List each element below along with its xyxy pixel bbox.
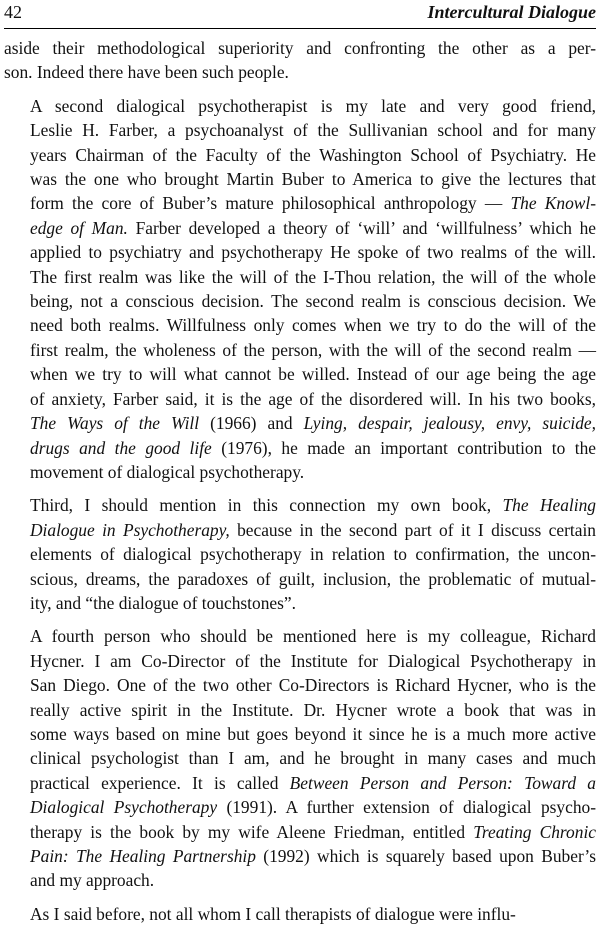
text-run: elements of dialogical psychotherapy in relation to confirmation, the uncon- xyxy=(30,544,596,565)
text-line xyxy=(4,60,596,84)
text-line xyxy=(4,118,596,142)
body-text xyxy=(4,36,596,935)
text-line xyxy=(4,411,596,435)
text-line xyxy=(4,265,596,289)
text-line xyxy=(4,94,596,118)
italic-title: Dialogue in Psychotherapy, xyxy=(30,519,230,540)
text-run: ity, and “the dialogue of touchstones”. xyxy=(30,592,296,613)
italic-title: Between Person and Person: Toward a xyxy=(289,772,596,793)
text-run: son. Indeed there have been such people. xyxy=(4,62,289,83)
text-line xyxy=(4,902,596,926)
italic-title: Dialogical Psychotherapy xyxy=(30,797,218,818)
text-line xyxy=(4,313,596,337)
italic-title: The Healing xyxy=(502,495,596,516)
text-run: Farber developed a theory of ‘will’ and ‘willfulness’ which he xyxy=(127,217,596,238)
text-line xyxy=(4,289,596,313)
text-line xyxy=(4,868,596,892)
text-run: and my approach. xyxy=(30,870,155,891)
italic-title: Treating Chronic xyxy=(473,821,596,842)
text-line xyxy=(4,436,596,460)
text-line xyxy=(4,624,596,648)
text-run: A fourth person who should be mentioned here is my colleague, Richard xyxy=(30,626,596,647)
text-line xyxy=(4,518,596,542)
text-run: some ways based on mine but goes beyond it since he is a much more active xyxy=(30,723,596,744)
text-run: The first realm was like the will of the I-Thou relation, the will of the whole xyxy=(30,266,596,287)
text-run: being, not a conscious decision. The second realm is conscious decision. We xyxy=(30,291,596,312)
text-run: Third, I should mention in this connection my own book, xyxy=(30,495,503,516)
text-run: aside their methodological superiority and confronting the other as a per- xyxy=(4,38,596,58)
text-run: was the one who brought Martin Buber to America to give the lectures that xyxy=(30,169,596,190)
italic-title: Lying, despair, jealousy, envy, suicide, xyxy=(303,413,596,434)
text-run: form the core of Buber’s mature philosophical anthropology — xyxy=(30,193,511,214)
italic-title: edge of Man. xyxy=(30,217,128,238)
text-line xyxy=(4,746,596,770)
text-line xyxy=(4,191,596,215)
text-run: years Chairman of the Faculty of the Washington School of Psychiatry. He xyxy=(30,144,596,165)
paragraph xyxy=(4,36,596,85)
text-run: need both realms. Willfulness only comes when we try to do the will of the xyxy=(30,315,596,336)
text-line xyxy=(4,698,596,722)
italic-title: The Knowl- xyxy=(510,193,596,214)
text-run: (1991). A further extension of dialogical psycho- xyxy=(217,797,596,818)
text-run: practical experience. It is called xyxy=(30,772,290,793)
text-run: (1976), he made an important contribution to the xyxy=(211,437,596,458)
paragraph xyxy=(4,493,596,615)
text-line xyxy=(4,649,596,673)
text-run: of anxiety, Farber said, it is the age of the disordered will. In his two books, xyxy=(30,388,596,409)
text-line xyxy=(4,820,596,844)
paragraph xyxy=(4,94,596,485)
text-line xyxy=(4,460,596,484)
page-number: 42 xyxy=(4,2,22,22)
text-line xyxy=(4,143,596,167)
text-line xyxy=(4,362,596,386)
italic-title: Pain: The Healing Partnership xyxy=(30,846,256,866)
text-run: applied to psychiatry and psychotherapy He spoke of two realms of the will. xyxy=(30,242,596,263)
text-run: really active spirit in the Institute. Dr. Hycner wrote a book that was in xyxy=(30,699,596,720)
text-run: movement of dialogical psychotherapy. xyxy=(30,461,305,482)
text-line xyxy=(4,542,596,566)
text-line xyxy=(4,216,596,240)
text-line xyxy=(4,771,596,795)
text-run: Hycner. I am Co-Director of the Institute for Dialogical Psychotherapy in xyxy=(30,650,596,671)
paragraph xyxy=(4,902,596,926)
running-header xyxy=(4,0,596,29)
text-line xyxy=(4,844,596,868)
italic-title: drugs and the good life xyxy=(30,437,212,458)
text-run: scious, dreams, the paradoxes of guilt, inclusion, the problematic of mutual- xyxy=(30,568,596,589)
text-run: because in the second part of it I discuss certain xyxy=(229,519,596,540)
text-line xyxy=(4,591,596,615)
text-line xyxy=(4,673,596,697)
text-run: (1966) and xyxy=(199,413,304,434)
text-run: San Diego. One of the two other Co-Directors is Richard Hycner, who is the xyxy=(30,675,596,696)
text-run: A second dialogical psychotherapist is my late and very good friend, xyxy=(30,95,596,116)
text-line xyxy=(4,722,596,746)
text-run: when we try to will what cannot be willed. Instead of our age being the age xyxy=(30,364,596,385)
text-run: clinical psychologist than I am, and he brought in many cases and much xyxy=(30,748,596,769)
text-line xyxy=(4,567,596,591)
running-title: Intercultural Dialogue xyxy=(427,2,596,22)
text-line xyxy=(4,795,596,819)
text-run: (1992) which is squarely based upon Buber’s xyxy=(255,846,596,866)
text-run: first realm, the wholeness of the person, with the will of the second realm — xyxy=(30,339,596,360)
text-line xyxy=(4,167,596,191)
text-line xyxy=(4,240,596,264)
italic-title: The Ways of the Will xyxy=(30,413,200,434)
text-run: therapy is the book by my wife Aleene Friedman, entitled xyxy=(30,821,474,842)
text-line xyxy=(4,387,596,411)
text-line xyxy=(4,493,596,517)
text-run: Leslie H. Farber, a psychoanalyst of the Sullivanian school and for many xyxy=(30,120,596,141)
text-run: As I said before, not all whom I call therapists of dialogue were influ- xyxy=(30,903,516,924)
text-line xyxy=(4,36,596,60)
paragraph xyxy=(4,624,596,892)
text-line xyxy=(4,338,596,362)
